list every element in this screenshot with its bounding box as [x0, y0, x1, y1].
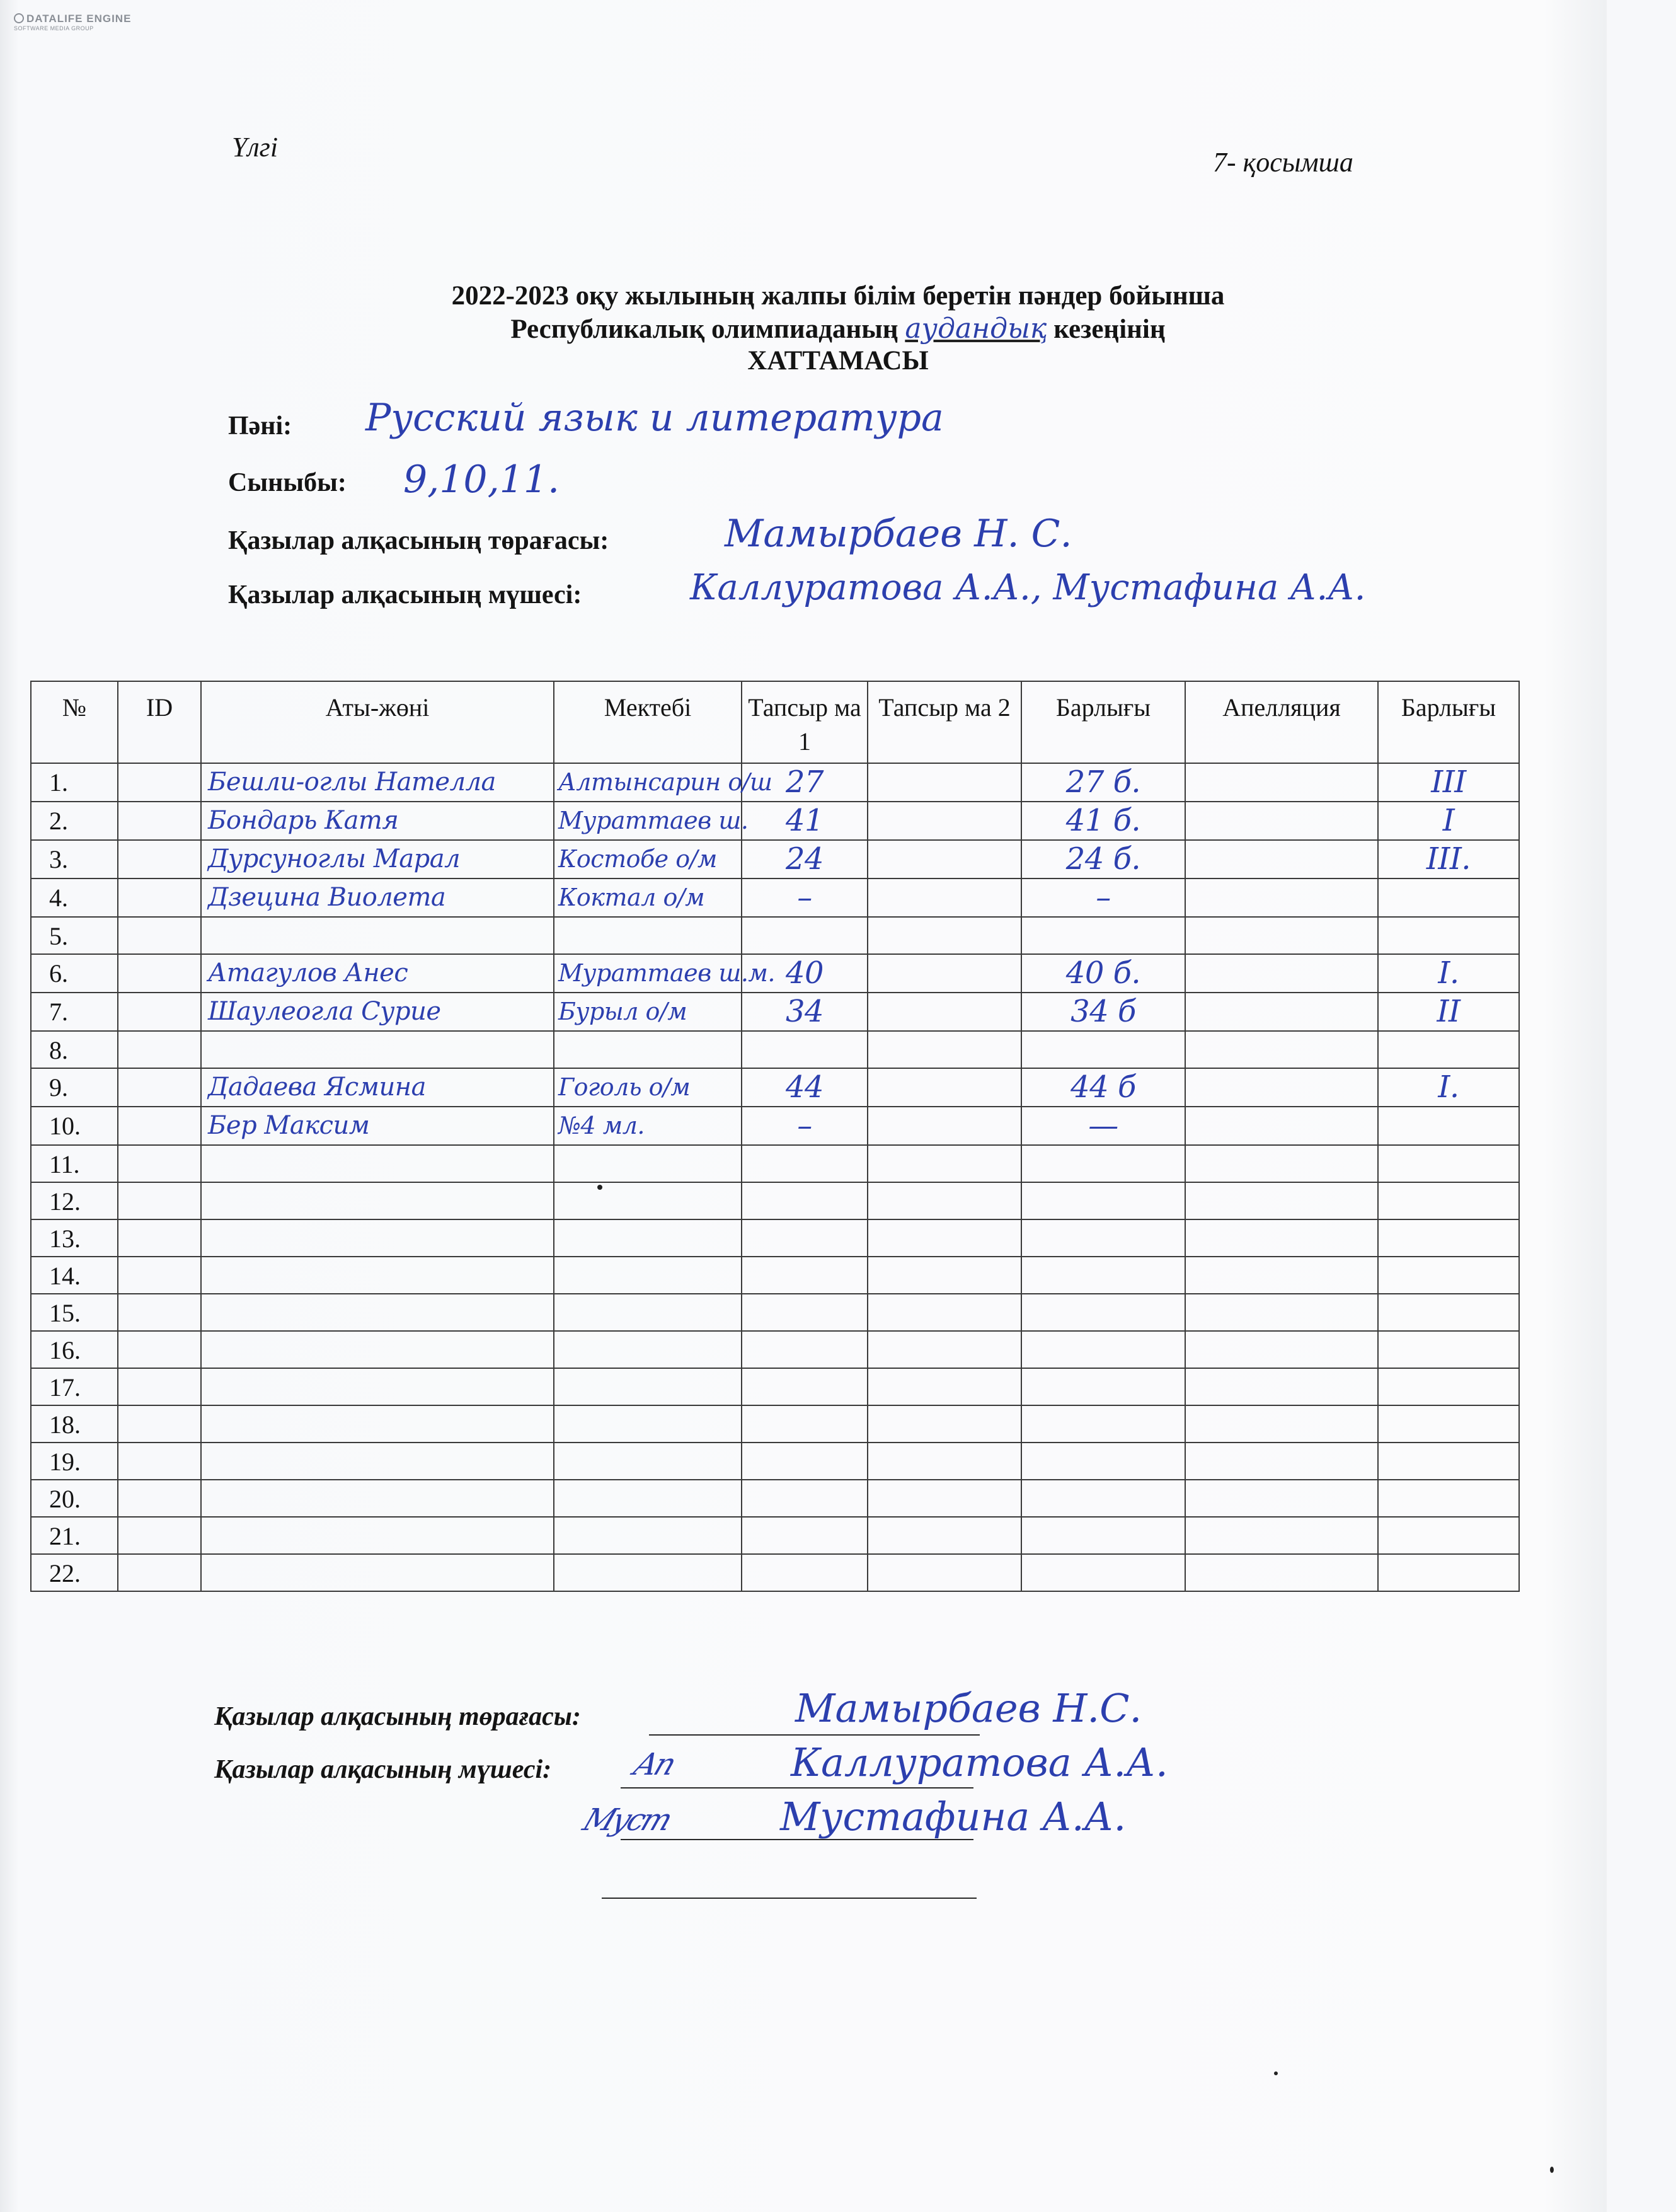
cell-total — [1021, 1480, 1185, 1517]
cell-task2 — [868, 1182, 1021, 1219]
ink-speck — [1274, 2071, 1278, 2075]
cell-appeal — [1185, 1031, 1378, 1068]
cell-task2 — [868, 878, 1021, 917]
watermark-sub: SOFTWARE MEDIA GROUP — [14, 25, 94, 32]
cell-school — [554, 1294, 742, 1331]
cell-name — [201, 1031, 554, 1068]
title-line-1: 2022-2023 оқу жылының жалпы білім беретін пәндер бойынша — [451, 281, 1225, 311]
footer-member-label: Қазылар алқасының мүшесі: — [214, 1755, 552, 1784]
cell-total — [1021, 917, 1185, 954]
table-row — [31, 1368, 1519, 1405]
stage-handwritten: аудандық — [905, 313, 1047, 345]
footer-extra-line — [602, 1898, 977, 1899]
col-header-id: ID — [118, 681, 201, 763]
cell-appeal — [1185, 802, 1378, 840]
grade-value: 9,10,11. — [403, 458, 560, 502]
cell-num: 7. — [31, 993, 118, 1031]
cell-appeal — [1185, 1517, 1378, 1554]
cell-num: 14. — [31, 1257, 118, 1294]
table-row — [31, 1294, 1519, 1331]
cell-total — [1021, 1443, 1185, 1480]
cell-name — [201, 1331, 554, 1368]
cell-place — [1378, 1145, 1519, 1182]
table-row — [31, 1107, 1519, 1145]
cell-school: Гоголь о/м — [554, 1068, 742, 1107]
cell-appeal — [1185, 840, 1378, 878]
cell-school — [554, 1480, 742, 1517]
cell-name: Бешли-оглы Нателла — [201, 763, 554, 802]
cell-appeal — [1185, 1368, 1378, 1405]
cell-school — [554, 1331, 742, 1368]
col-header-total: Барлығы — [1021, 681, 1185, 763]
table-row — [31, 1331, 1519, 1368]
cell-school: Бурыл о/м — [554, 993, 742, 1031]
cell-task2 — [868, 1554, 1021, 1591]
col-header-name: Аты-жөні — [201, 681, 554, 763]
cell-task1 — [742, 1294, 868, 1331]
cell-place — [1378, 1294, 1519, 1331]
cell-task1 — [742, 1405, 868, 1443]
cell-place — [1378, 1219, 1519, 1257]
cell-task1 — [742, 1480, 868, 1517]
member-label: Қазылар алқасының мүшесі: — [228, 580, 582, 609]
cell-id — [118, 993, 201, 1031]
cell-task1: – — [742, 1107, 868, 1145]
col-header-final-total: Барлығы — [1378, 681, 1519, 763]
cell-num: 4. — [31, 878, 118, 917]
footer-chair-value: Мамырбаев Н.С. — [795, 1685, 1142, 1731]
col-header-appeal: Апелляция — [1185, 681, 1378, 763]
cell-name — [201, 1145, 554, 1182]
cell-appeal — [1185, 1480, 1378, 1517]
cell-school — [554, 1145, 742, 1182]
col-header-task1: Тапсыр ма 1 — [742, 681, 868, 763]
cell-place: III. — [1378, 840, 1519, 878]
cell-task2 — [868, 1294, 1021, 1331]
cell-appeal — [1185, 917, 1378, 954]
cell-num: 15. — [31, 1294, 118, 1331]
table-row — [31, 802, 1519, 840]
cell-name — [201, 1517, 554, 1554]
cell-task2 — [868, 1331, 1021, 1368]
ink-speck — [597, 1185, 602, 1190]
cell-school: Коктал о/м — [554, 878, 742, 917]
cell-num: 10. — [31, 1107, 118, 1145]
watermark — [14, 13, 131, 32]
title-line-2-suffix: кезеңінің — [1053, 314, 1166, 344]
cell-total — [1021, 1554, 1185, 1591]
cell-id — [118, 1554, 201, 1591]
results-table — [30, 681, 1520, 1592]
cell-id — [118, 1257, 201, 1294]
grade-label: Сыныбы: — [228, 468, 347, 497]
cell-place: III — [1378, 763, 1519, 802]
cell-school: Костобе о/м — [554, 840, 742, 878]
cell-name — [201, 1368, 554, 1405]
cell-id — [118, 763, 201, 802]
cell-name: Атагулов Анес — [201, 954, 554, 993]
cell-total — [1021, 1219, 1185, 1257]
cell-place — [1378, 1517, 1519, 1554]
footer-member2-value: Мустафина А.А. — [780, 1794, 1127, 1840]
sample-note: Үлгі — [232, 132, 278, 163]
cell-total — [1021, 1331, 1185, 1368]
cell-name: Дзецина Виолета — [201, 878, 554, 917]
footer-chair-line — [649, 1734, 980, 1736]
cell-school: Мураттаев ш.м. — [554, 954, 742, 993]
cell-task1 — [742, 1182, 868, 1219]
table-row — [31, 1068, 1519, 1107]
table-row — [31, 1480, 1519, 1517]
cell-num: 22. — [31, 1554, 118, 1591]
cell-id — [118, 1368, 201, 1405]
table-body — [31, 763, 1519, 1591]
cell-appeal — [1185, 878, 1378, 917]
cell-task1 — [742, 1517, 868, 1554]
cell-id — [118, 1331, 201, 1368]
cell-place — [1378, 1443, 1519, 1480]
cell-num: 1. — [31, 763, 118, 802]
cell-name: Бер Максим — [201, 1107, 554, 1145]
table-row — [31, 1517, 1519, 1554]
cell-num: 21. — [31, 1517, 118, 1554]
cell-place — [1378, 878, 1519, 917]
cell-school — [554, 1554, 742, 1591]
cell-num: 8. — [31, 1031, 118, 1068]
cell-total: 34 б — [1021, 993, 1185, 1031]
cell-id — [118, 1517, 201, 1554]
cell-num: 17. — [31, 1368, 118, 1405]
table-row — [31, 1031, 1519, 1068]
cell-task1 — [742, 1554, 868, 1591]
cell-name — [201, 1554, 554, 1591]
cell-place: II — [1378, 993, 1519, 1031]
table-row — [31, 1443, 1519, 1480]
cell-appeal — [1185, 1331, 1378, 1368]
table-row — [31, 1145, 1519, 1182]
cell-id — [118, 1107, 201, 1145]
cell-appeal — [1185, 993, 1378, 1031]
col-header-num: № — [31, 681, 118, 763]
cell-id — [118, 1294, 201, 1331]
title-line-2 — [0, 313, 1676, 345]
cell-total: – — [1021, 878, 1185, 917]
cell-total: 40 б. — [1021, 954, 1185, 993]
member-value: Каллуратова А.А., Мустафина А.А. — [690, 567, 1366, 608]
cell-task2 — [868, 1257, 1021, 1294]
cell-num: 2. — [31, 802, 118, 840]
cell-total — [1021, 1031, 1185, 1068]
cell-task2 — [868, 1107, 1021, 1145]
cell-appeal — [1185, 1405, 1378, 1443]
cell-task1 — [742, 1257, 868, 1294]
cell-task1 — [742, 1219, 868, 1257]
cell-place: I. — [1378, 954, 1519, 993]
cell-id — [118, 1031, 201, 1068]
table-row — [31, 993, 1519, 1031]
cell-appeal — [1185, 1107, 1378, 1145]
cell-school — [554, 917, 742, 954]
table-row — [31, 954, 1519, 993]
cell-appeal — [1185, 1554, 1378, 1591]
cell-appeal — [1185, 1257, 1378, 1294]
cell-appeal — [1185, 1219, 1378, 1257]
cell-num: 20. — [31, 1480, 118, 1517]
cell-appeal — [1185, 1145, 1378, 1182]
cell-name — [201, 1219, 554, 1257]
cell-task2 — [868, 1405, 1021, 1443]
logo-icon — [14, 13, 24, 23]
cell-place — [1378, 1554, 1519, 1591]
cell-task2 — [868, 1443, 1021, 1480]
cell-num: 9. — [31, 1068, 118, 1107]
member1-signature: Ап — [628, 1747, 679, 1782]
cell-total: — — [1021, 1107, 1185, 1145]
cell-task2 — [868, 1031, 1021, 1068]
title-line-2-prefix: Республикалық олимпиаданың — [510, 314, 898, 344]
cell-id — [118, 917, 201, 954]
table-row — [31, 1405, 1519, 1443]
cell-appeal — [1185, 1294, 1378, 1331]
cell-total: 27 б. — [1021, 763, 1185, 802]
cell-appeal — [1185, 1443, 1378, 1480]
cell-task1 — [742, 1145, 868, 1182]
footer-member-line-1 — [621, 1787, 973, 1789]
cell-school: №4 мл. — [554, 1107, 742, 1145]
cell-place — [1378, 917, 1519, 954]
cell-school — [554, 1368, 742, 1405]
cell-task2 — [868, 802, 1021, 840]
cell-id — [118, 1182, 201, 1219]
cell-place — [1378, 1107, 1519, 1145]
table-row — [31, 878, 1519, 917]
cell-id — [118, 954, 201, 993]
cell-id — [118, 1219, 201, 1257]
cell-place — [1378, 1480, 1519, 1517]
cell-name — [201, 917, 554, 954]
cell-name — [201, 1182, 554, 1219]
subject-label: Пәні: — [228, 412, 292, 441]
cell-school — [554, 1182, 742, 1219]
cell-name: Дурсуноглы Марал — [201, 840, 554, 878]
table-header-row — [31, 681, 1519, 763]
cell-place — [1378, 1368, 1519, 1405]
ink-speck — [1550, 2167, 1554, 2173]
cell-id — [118, 840, 201, 878]
cell-total — [1021, 1182, 1185, 1219]
footer-chair-label: Қазылар алқасының төрағасы: — [214, 1702, 581, 1731]
cell-task2 — [868, 954, 1021, 993]
col-header-school: Мектебі — [554, 681, 742, 763]
cell-num: 5. — [31, 917, 118, 954]
cell-place — [1378, 1257, 1519, 1294]
cell-task2 — [868, 1517, 1021, 1554]
footer-member1-value: Каллуратова А.А. — [791, 1739, 1168, 1785]
cell-id — [118, 1405, 201, 1443]
cell-name — [201, 1405, 554, 1443]
watermark-brand: DATALIFE ENGINE — [26, 13, 132, 25]
cell-task2 — [868, 1219, 1021, 1257]
table-row — [31, 1219, 1519, 1257]
cell-id — [118, 1443, 201, 1480]
cell-place — [1378, 1405, 1519, 1443]
cell-id — [118, 1145, 201, 1182]
cell-task1: – — [742, 878, 868, 917]
cell-place: I. — [1378, 1068, 1519, 1107]
cell-total — [1021, 1517, 1185, 1554]
cell-task1 — [742, 1368, 868, 1405]
cell-task2 — [868, 1068, 1021, 1107]
cell-task1 — [742, 1331, 868, 1368]
cell-total — [1021, 1145, 1185, 1182]
cell-id — [118, 1068, 201, 1107]
cell-task1 — [742, 1443, 868, 1480]
cell-id — [118, 802, 201, 840]
cell-id — [118, 878, 201, 917]
cell-name — [201, 1257, 554, 1294]
cell-school — [554, 1405, 742, 1443]
cell-school: Мураттаев ш. — [554, 802, 742, 840]
cell-name: Шаулеогла Сурие — [201, 993, 554, 1031]
cell-total — [1021, 1257, 1185, 1294]
table-row — [31, 1554, 1519, 1591]
cell-appeal — [1185, 954, 1378, 993]
table-row — [31, 917, 1519, 954]
cell-place — [1378, 1182, 1519, 1219]
table-row — [31, 763, 1519, 802]
chair-label: Қазылар алқасының төрағасы: — [228, 526, 609, 555]
cell-task1: 41 — [742, 802, 868, 840]
cell-appeal — [1185, 1068, 1378, 1107]
cell-task1: 44 — [742, 1068, 868, 1107]
cell-num: 12. — [31, 1182, 118, 1219]
cell-name — [201, 1443, 554, 1480]
cell-task2 — [868, 1368, 1021, 1405]
table-row — [31, 1257, 1519, 1294]
cell-name — [201, 1480, 554, 1517]
cell-name: Дадаева Ясмина — [201, 1068, 554, 1107]
cell-school — [554, 1257, 742, 1294]
cell-place — [1378, 1331, 1519, 1368]
chair-value: Мамырбаев Н. С. — [725, 512, 1072, 556]
cell-school — [554, 1219, 742, 1257]
cell-task2 — [868, 1480, 1021, 1517]
cell-task2 — [868, 917, 1021, 954]
cell-school — [554, 1517, 742, 1554]
cell-num: 16. — [31, 1331, 118, 1368]
cell-task1: 27 — [742, 763, 868, 802]
cell-num: 3. — [31, 840, 118, 878]
member2-signature: Муст — [578, 1802, 675, 1838]
cell-task1 — [742, 1031, 868, 1068]
cell-num: 6. — [31, 954, 118, 993]
cell-total: 41 б. — [1021, 802, 1185, 840]
cell-total — [1021, 1368, 1185, 1405]
cell-appeal — [1185, 763, 1378, 802]
cell-name: Бондарь Катя — [201, 802, 554, 840]
cell-task1: 24 — [742, 840, 868, 878]
cell-appeal — [1185, 1182, 1378, 1219]
title-line-3: ХАТТАМАСЫ — [747, 346, 929, 376]
table-row — [31, 1182, 1519, 1219]
cell-total — [1021, 1405, 1185, 1443]
cell-place: I — [1378, 802, 1519, 840]
cell-school — [554, 1443, 742, 1480]
subject-value: Русский язык и литература — [365, 396, 944, 440]
cell-num: 11. — [31, 1145, 118, 1182]
cell-total — [1021, 1294, 1185, 1331]
col-header-task2: Тапсыр ма 2 — [868, 681, 1021, 763]
cell-school — [554, 1031, 742, 1068]
cell-name — [201, 1294, 554, 1331]
cell-id — [118, 1480, 201, 1517]
cell-total: 44 б — [1021, 1068, 1185, 1107]
cell-total: 24 б. — [1021, 840, 1185, 878]
cell-task2 — [868, 840, 1021, 878]
cell-school: Алтынсарин о/ш — [554, 763, 742, 802]
cell-num: 18. — [31, 1405, 118, 1443]
cell-task1: 34 — [742, 993, 868, 1031]
cell-task2 — [868, 993, 1021, 1031]
table-row — [31, 840, 1519, 878]
cell-place — [1378, 1031, 1519, 1068]
cell-task1: 40 — [742, 954, 868, 993]
cell-task2 — [868, 1145, 1021, 1182]
appendix-note: 7- қосымша — [1213, 147, 1353, 178]
cell-num: 19. — [31, 1443, 118, 1480]
cell-task1 — [742, 917, 868, 954]
cell-num: 13. — [31, 1219, 118, 1257]
cell-task2 — [868, 763, 1021, 802]
